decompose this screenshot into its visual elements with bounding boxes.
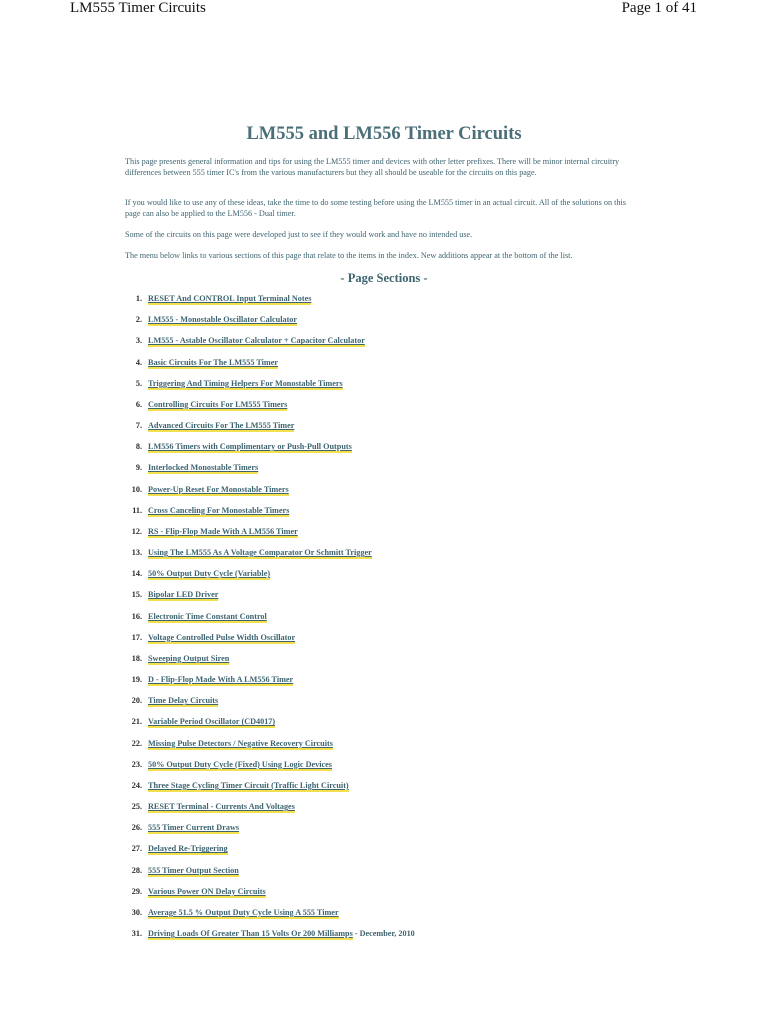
section-number: 31. <box>131 929 142 939</box>
section-link-wrap <box>148 654 229 663</box>
section-link-wrap <box>148 887 266 896</box>
section-number: 10. <box>131 484 142 494</box>
section-list-item <box>0 504 768 518</box>
section-list-item <box>0 440 768 454</box>
section-list-item <box>0 313 768 327</box>
section-link[interactable]: RESET Terminal - Currents And Voltages <box>148 802 295 812</box>
section-list-item <box>0 715 768 729</box>
section-link-wrap <box>148 442 352 451</box>
section-link-wrap <box>148 696 218 705</box>
section-list-item <box>0 864 768 878</box>
section-link[interactable]: RS - Flip-Flop Made With A LM556 Timer <box>148 526 298 536</box>
section-list-item <box>0 631 768 645</box>
section-number: 17. <box>131 632 142 642</box>
section-link-wrap <box>148 506 289 515</box>
section-number: 20. <box>131 696 142 706</box>
document-title: LM555 Timer Circuits <box>70 0 206 16</box>
section-link-wrap <box>148 336 365 345</box>
section-link[interactable]: Controlling Circuits For LM555 Timers <box>148 399 288 409</box>
section-list-item <box>0 588 768 602</box>
section-number: 24. <box>131 780 142 790</box>
section-number: 6. <box>135 399 142 409</box>
section-list-item <box>0 758 768 772</box>
section-link-wrap <box>148 866 239 875</box>
section-list-item <box>0 525 768 539</box>
section-link-wrap <box>148 739 333 748</box>
section-link-wrap <box>148 908 339 917</box>
section-link[interactable]: Average 51.5 % Output Duty Cycle Using A 555 Timer <box>148 907 339 917</box>
section-link[interactable]: Interlocked Monostable Timers <box>148 463 259 473</box>
section-link[interactable]: LM555 - Astable Oscillator Calculator + Capacitor Calculator <box>148 336 365 346</box>
section-link-wrap <box>148 590 218 599</box>
section-list-item <box>0 885 768 899</box>
section-link-wrap <box>148 315 297 324</box>
section-link-wrap <box>148 421 294 430</box>
section-list-item <box>0 334 768 348</box>
section-link[interactable]: Power-Up Reset For Monostable Timers <box>148 484 289 494</box>
section-link-wrap <box>148 527 298 536</box>
section-link-wrap <box>148 844 228 853</box>
section-link[interactable]: Using The LM555 As A Voltage Comparator Or Schmitt Trigger <box>148 548 372 558</box>
section-link-wrap <box>148 929 415 938</box>
section-number: 4. <box>135 357 142 367</box>
section-number: 26. <box>131 823 142 833</box>
section-list-item <box>0 652 768 666</box>
section-list-item <box>0 842 768 856</box>
section-link[interactable]: Electronic Time Constant Control <box>148 611 267 621</box>
section-number: 5. <box>135 378 142 388</box>
section-list-item <box>0 356 768 370</box>
section-number: 22. <box>131 738 142 748</box>
section-number: 29. <box>131 886 142 896</box>
sections-heading: - Page Sections - <box>340 271 428 285</box>
section-link[interactable]: Missing Pulse Detectors / Negative Recovery Circuits <box>148 738 333 748</box>
section-link-wrap <box>148 760 332 769</box>
section-link[interactable]: Driving Loads Of Greater Than 15 Volts Or 200 Milliamps <box>148 929 353 939</box>
section-link[interactable]: 50% Output Duty Cycle (Fixed) Using Logic Devices <box>148 759 332 769</box>
section-list-item <box>0 398 768 412</box>
section-link[interactable]: 50% Output Duty Cycle (Variable) <box>148 569 271 579</box>
section-link[interactable]: Various Power ON Delay Circuits <box>148 886 266 896</box>
section-list-item <box>0 483 768 497</box>
section-link[interactable]: Three Stage Cycling Timer Circuit (Traffic Light Circuit) <box>148 780 349 790</box>
section-number: 1. <box>135 294 142 303</box>
section-link[interactable]: LM556 Timers with Complimentary or Push-Pull Outputs <box>148 442 352 452</box>
section-link-wrap <box>148 823 239 832</box>
section-link[interactable]: Advanced Circuits For The LM555 Timer <box>148 421 295 431</box>
section-list-item <box>0 779 768 793</box>
section-list-item <box>0 567 768 581</box>
section-link-wrap <box>148 548 372 557</box>
section-link[interactable]: Basic Circuits For The LM555 Timer <box>148 357 279 367</box>
section-link-wrap <box>148 569 270 578</box>
section-link-wrap <box>148 633 295 642</box>
section-link[interactable]: Triggering And Timing Helpers For Monostable Timers <box>148 378 343 388</box>
section-link-wrap <box>148 485 289 494</box>
section-number: 27. <box>131 844 142 854</box>
section-link[interactable]: D - Flip-Flop Made With A LM556 Timer <box>148 675 294 685</box>
section-number: 8. <box>135 442 142 452</box>
section-link[interactable]: Variable Period Oscillator (CD4017) <box>148 717 276 727</box>
section-date-note: - December, 2010 <box>352 929 415 939</box>
section-number: 30. <box>131 907 142 917</box>
section-list-item <box>0 610 768 624</box>
section-list-item <box>0 673 768 687</box>
section-number: 28. <box>131 865 142 875</box>
page-header <box>0 0 768 22</box>
section-number: 13. <box>131 548 142 558</box>
section-link[interactable]: Delayed Re-Triggering <box>148 844 228 854</box>
section-link[interactable]: RESET And CONTROL Input Terminal Notes <box>148 294 312 303</box>
section-link-wrap <box>148 400 287 409</box>
page-title: LM555 and LM556 Timer Circuits <box>246 124 522 144</box>
section-number: 9. <box>135 463 142 473</box>
section-link[interactable]: 555 Timer Output Section <box>148 865 239 875</box>
section-link[interactable]: Bipolar LED Driver <box>148 590 219 600</box>
section-list-item <box>0 906 768 920</box>
intro-paragraph: The menu below links to various sections of this page that relate to the items in the index. New additions appear at the bottom of the list. <box>125 251 573 260</box>
intro-paragraph: This page presents general information and tips for using the LM555 timer and devices with other letter prefixes. There will be minor internal circuitry differences between 555 timer IC's from the various manufacturers but they all should be useable for the circuits on this page. <box>125 157 620 177</box>
section-link[interactable]: Time Delay Circuits <box>148 696 219 706</box>
section-number: 18. <box>131 653 142 663</box>
section-list-item <box>0 800 768 814</box>
section-link-wrap <box>148 717 275 726</box>
section-number: 23. <box>131 759 142 769</box>
section-link[interactable]: 555 Timer Current Draws <box>148 823 240 833</box>
section-list-item <box>0 927 768 941</box>
section-list-item <box>0 694 768 708</box>
section-link-wrap <box>148 379 343 388</box>
section-link-wrap <box>148 463 258 472</box>
section-link-wrap <box>148 358 278 367</box>
section-link-wrap <box>148 781 349 790</box>
section-link-wrap <box>148 675 293 684</box>
intro-paragraph: Some of the circuits on this page were developed just to see if they would work and have no intended use. <box>125 230 473 239</box>
section-list-item <box>0 821 768 835</box>
section-number: 15. <box>131 590 142 600</box>
section-link[interactable]: LM555 - Monostable Oscillator Calculator <box>148 315 298 325</box>
section-number: 3. <box>135 336 142 346</box>
page-number: Page 1 of 41 <box>621 0 697 16</box>
section-list-item <box>0 419 768 433</box>
section-list-item <box>0 292 768 306</box>
section-number: 7. <box>135 421 142 431</box>
section-link[interactable]: Sweeping Output Siren <box>148 653 230 663</box>
section-list-item <box>0 737 768 751</box>
section-link-wrap <box>148 612 267 621</box>
section-number: 14. <box>131 569 142 579</box>
section-list-item <box>0 546 768 560</box>
intro-paragraph: If you would like to use any of these ideas, take the time to do some testing before using the LM555 timer in an actual circuit. All of the solutions on this page can also be applied to the LM556 - Dual timer. <box>125 198 626 218</box>
section-number: 21. <box>131 717 142 727</box>
section-list-item <box>0 377 768 391</box>
section-number: 16. <box>131 611 142 621</box>
section-link[interactable]: Cross Canceling For Monostable Timers <box>148 505 290 515</box>
section-link[interactable]: Voltage Controlled Pulse Width Oscillator <box>148 632 296 642</box>
section-list-item <box>0 461 768 475</box>
section-link-wrap <box>148 802 295 811</box>
section-link-wrap <box>148 294 311 303</box>
section-number: 12. <box>131 526 142 536</box>
section-number: 25. <box>131 802 142 812</box>
section-number: 11. <box>132 505 142 515</box>
section-number: 2. <box>135 315 142 325</box>
section-number: 19. <box>131 675 142 685</box>
